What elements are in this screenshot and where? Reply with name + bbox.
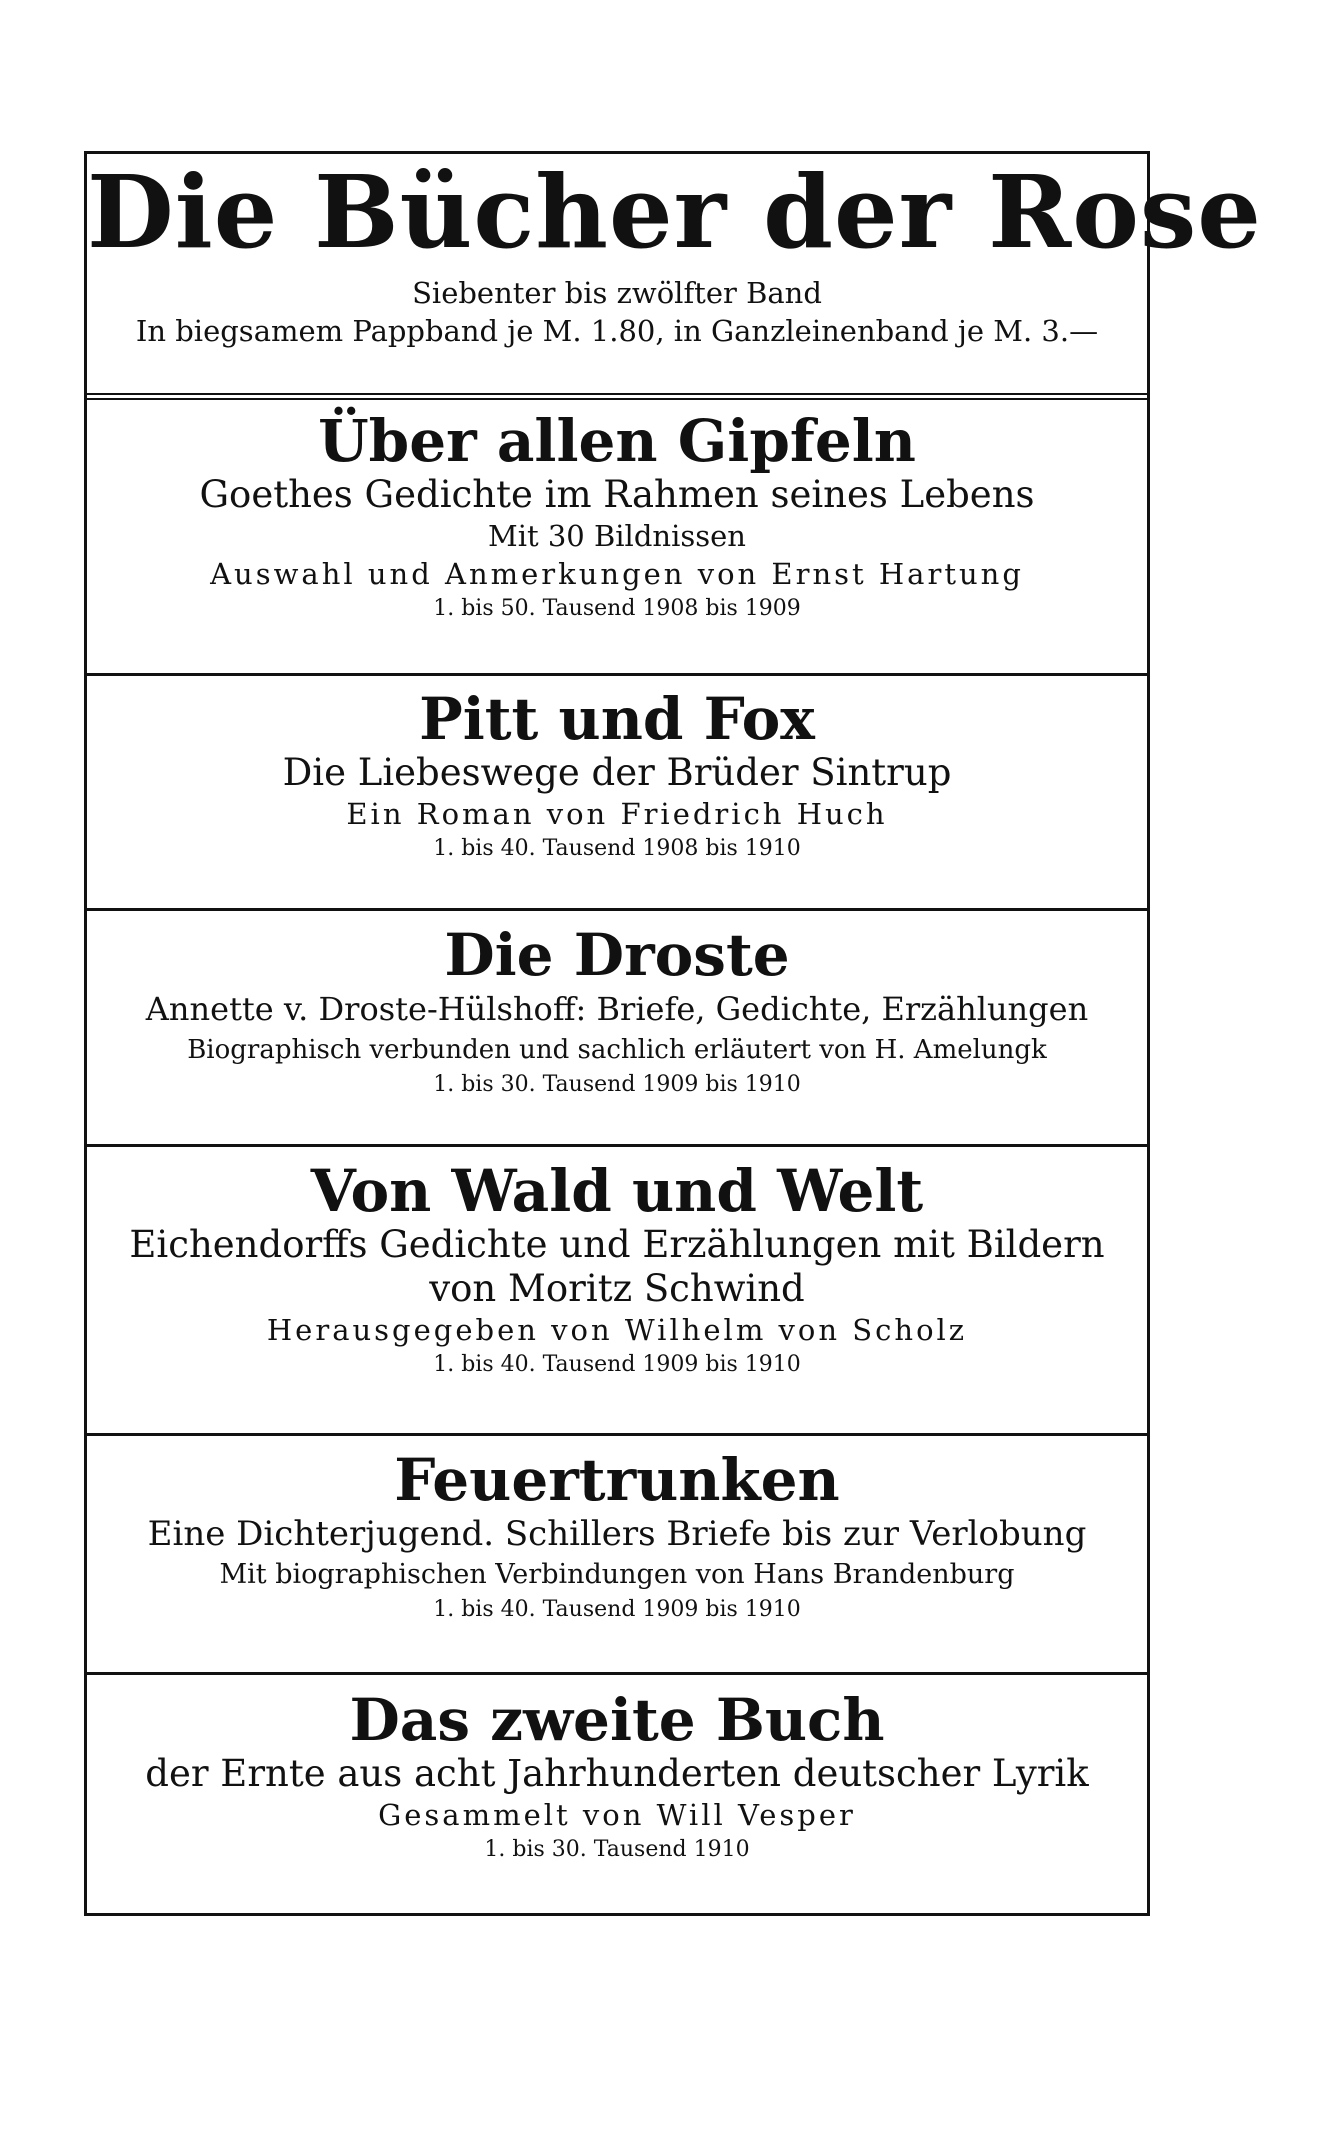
book-subtitle: von Moritz Schwind [429,1267,805,1310]
book-detail: Mit 30 Bildnissen [488,519,746,553]
book-title: Über allen Gipfeln [318,407,916,475]
section-divider [87,1672,1147,1675]
book-edition: 1. bis 40. Tausend 1909 bis 1910 [433,1352,801,1377]
book-entry [87,409,1147,625]
series-header [87,153,1262,350]
section-divider [87,1433,1147,1436]
book-edition: 1. bis 30. Tausend 1909 bis 1910 [433,1072,801,1097]
book-subtitle: Goethes Gedichte im Rahmen seines Lebens [199,473,1035,516]
book-entry [87,687,1147,865]
book-title: Von Wald und Welt [310,1157,924,1225]
book-edition: 1. bis 50. Tausend 1908 bis 1909 [433,596,801,621]
book-entry [87,923,1147,1101]
book-entry [87,1159,1147,1381]
book-editor: Ein Roman von Friedrich Huch [346,797,888,831]
book-title: Die Droste [444,921,790,989]
book-subtitle: Eine Dichterjugend. Schillers Briefe bis zur Verlobung [147,1514,1087,1554]
series-prices: In biegsamem Pappband je M. 1.80, in Ganzleinenband je M. 3.— [135,314,1099,348]
book-editor: Auswahl und Anmerkungen von Ernst Hartung [210,557,1024,591]
book-subtitle: Die Liebeswege der Brüder Sintrup [282,751,952,794]
book-entry [87,1448,1147,1626]
book-editor: Biographisch verbunden und sachlich erläutert von H. Amelungk [187,1035,1047,1065]
book-subtitle: Annette v. Droste-Hülshoff: Briefe, Gedichte, Erzählungen [145,990,1089,1028]
book-title: Pitt und Fox [419,685,815,753]
catalog-frame [84,151,1262,1916]
book-edition: 1. bis 40. Tausend 1908 bis 1910 [433,836,801,861]
series-volumes: Siebenter bis zwölfter Band [412,276,822,310]
book-editor: Herausgegeben von Wilhelm von Scholz [266,1313,968,1347]
book-title: Das zweite Buch [349,1686,885,1754]
section-divider [87,673,1147,676]
header-divider [87,393,1147,400]
book-editor: Mit biographischen Verbindungen von Hans Brandenburg [219,1559,1015,1590]
book-editor: Gesammelt von Will Vesper [378,1798,856,1832]
book-subtitle: Eichendorffs Gedichte und Erzählungen mit Bildern [129,1223,1105,1266]
section-divider [87,1144,1147,1147]
book-entry [87,1688,1147,1866]
book-title: Feuertrunken [394,1446,840,1514]
book-subtitle: der Ernte aus acht Jahrhunderten deutscher Lyrik [145,1752,1089,1795]
book-edition: 1. bis 30. Tausend 1910 [484,1837,750,1862]
section-divider [87,908,1147,911]
book-edition: 1. bis 40. Tausend 1909 bis 1910 [433,1597,801,1622]
series-title: Die Bücher der Rose [87,153,1262,271]
